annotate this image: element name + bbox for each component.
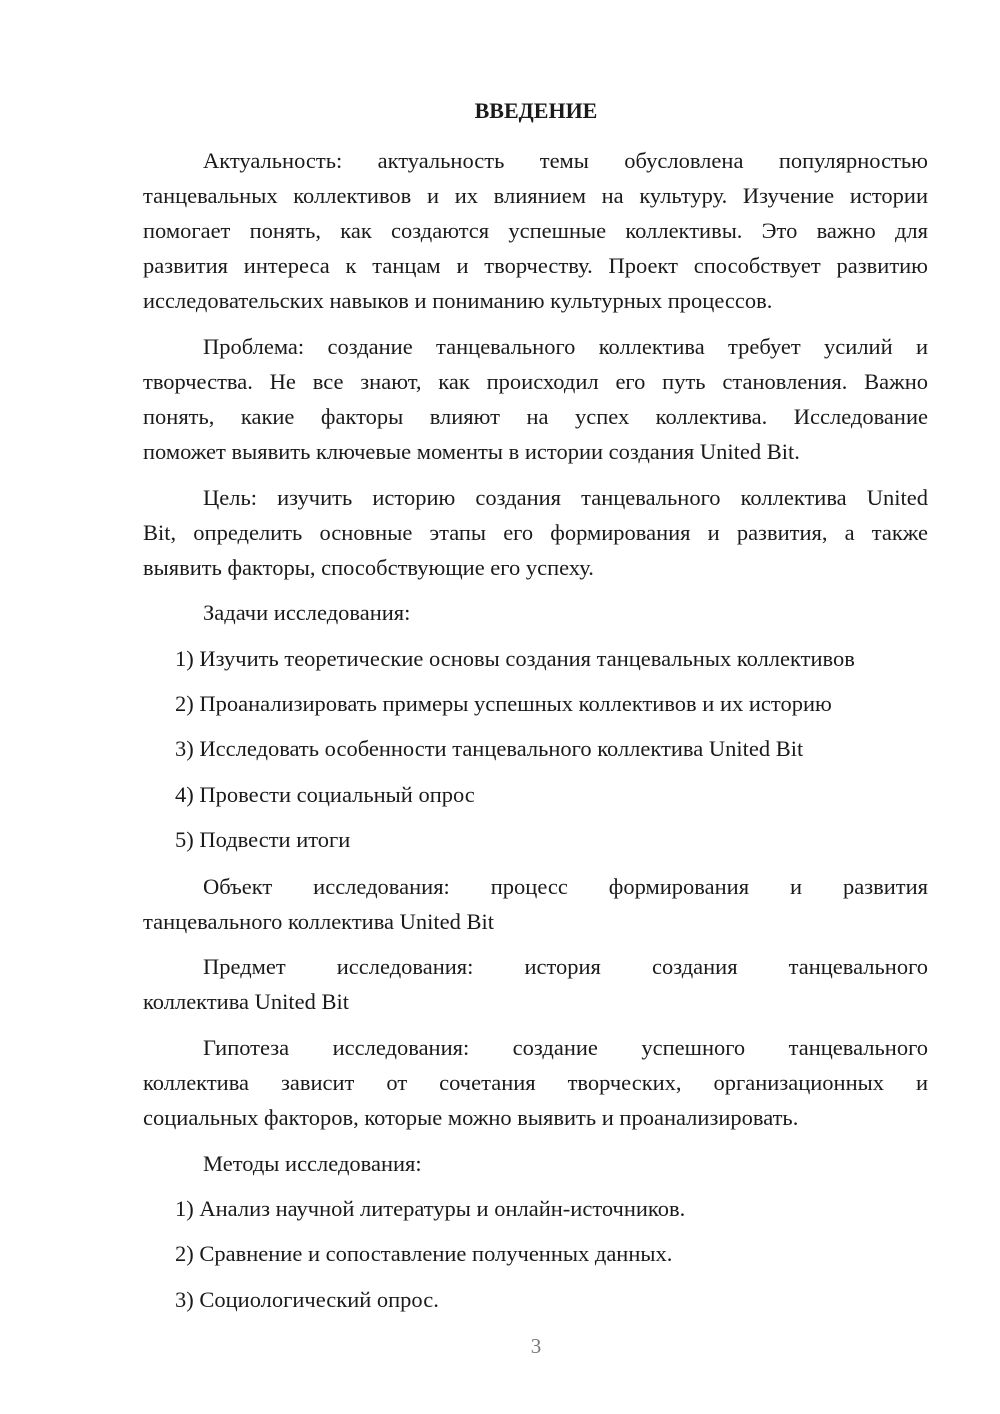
text-line: Цель: изучить историю создания танцевального коллектива United	[203, 485, 928, 510]
text-line: коллектива зависит от сочетания творческих, организационных и	[143, 1070, 928, 1095]
list-item: 1) Изучить теоретические основы создания танцевальных коллективов	[175, 646, 855, 671]
page-title: ВВЕДЕНИЕ	[474, 98, 598, 123]
list-item: 2) Сравнение и сопоставление полученных данных.	[175, 1241, 673, 1266]
paragraph-goal	[143, 480, 928, 585]
text-line: Проблема: создание танцевального коллектива требует усилий и	[203, 334, 928, 359]
text-line: Объект исследования: процесс формирования и развития	[203, 874, 928, 899]
methods-list	[143, 1191, 928, 1317]
text-line: поможет выявить ключевые моменты в истории создания United Bit.	[143, 439, 800, 464]
list-item: 3) Исследовать особенности танцевального коллектива United Bit	[175, 736, 804, 761]
list-item: 4) Провести социальный опрос	[175, 782, 475, 807]
text-line: исследовательских навыков и пониманию культурных процессов.	[143, 288, 773, 313]
text-line: Гипотеза исследования: создание успешного танцевального	[203, 1035, 928, 1060]
paragraph-problem	[143, 329, 928, 469]
text-line: социальных факторов, которые можно выявить и проанализировать.	[143, 1105, 799, 1130]
list-item: 2) Проанализировать примеры успешных коллективов и их историю	[175, 691, 832, 716]
text-line: творчества. Не все знают, как происходил его путь становления. Важно	[143, 369, 928, 394]
list-item: 1) Анализ научной литературы и онлайн-источников.	[175, 1196, 686, 1221]
paragraph-relevance	[143, 143, 928, 318]
tasks-heading	[143, 595, 928, 630]
text-line: Предмет исследования: история создания танцевального	[203, 954, 928, 979]
text-line: понять, какие факторы влияют на успех коллектива. Исследование	[143, 404, 928, 429]
text-line: Актуальность: актуальность темы обусловлена популярностью	[203, 148, 928, 173]
text-line: Задачи исследования:	[203, 600, 411, 625]
text-line: помогает понять, как создаются успешные коллективы. Это важно для	[143, 218, 928, 243]
text-line: Bit, определить основные этапы его формирования и развития, а также	[143, 520, 928, 545]
text-line: танцевального коллектива United Bit	[143, 909, 495, 934]
list-item: 3) Социологический опрос.	[175, 1287, 439, 1312]
list-item: 5) Подвести итоги	[175, 827, 351, 852]
text-line: Методы исследования:	[203, 1151, 422, 1176]
tasks-list	[143, 641, 928, 857]
paragraph-object	[143, 869, 928, 939]
text-line: танцевальных коллективов и их влиянием на культуру. Изучение истории	[143, 183, 928, 208]
methods-heading	[143, 1146, 928, 1181]
text-line: развития интереса к танцам и творчеству. Проект способствует развитию	[143, 253, 928, 278]
paragraph-subject	[143, 949, 928, 1019]
paragraph-hypothesis	[143, 1030, 928, 1135]
page-number: 3	[530, 1334, 542, 1358]
text-line: коллектива United Bit	[143, 989, 350, 1014]
text-line: выявить факторы, способствующие его успеху.	[143, 555, 594, 580]
